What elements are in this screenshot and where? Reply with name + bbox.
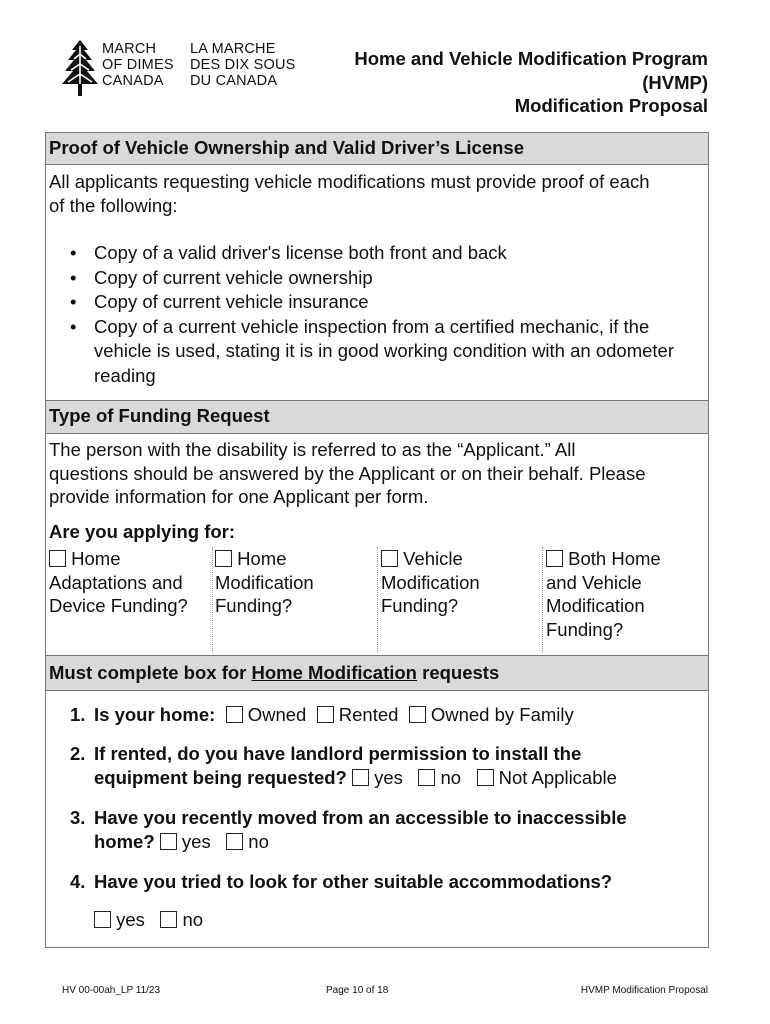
option-both-home-vehicle[interactable] bbox=[546, 547, 661, 641]
logo-text-english bbox=[102, 41, 174, 89]
title-line-3: Modification Proposal bbox=[514, 95, 708, 116]
option-label: Home bbox=[71, 548, 121, 569]
section-heading-vehicle-ownership bbox=[46, 133, 708, 165]
option-label: Vehicle bbox=[403, 548, 463, 569]
footer-page-number: Page 10 of 18 bbox=[326, 985, 389, 996]
paragraph-line: provide information for one Applicant per form. bbox=[49, 486, 429, 507]
section-heading-funding-request bbox=[46, 400, 708, 434]
section-heading-text: Type of Funding Request bbox=[49, 405, 270, 426]
list-item: • Copy of current vehicle insurance bbox=[49, 290, 699, 315]
question-label: equipment being requested? bbox=[94, 766, 347, 788]
option-label: no bbox=[440, 766, 462, 788]
logo-en-line: MARCH bbox=[102, 41, 157, 57]
document-title bbox=[354, 47, 708, 118]
question-label: Have you tried to look for other suitable accommodations? bbox=[94, 871, 613, 892]
logo-fr-line: DES DIX SOUS bbox=[190, 57, 296, 73]
checkbox-rented[interactable] bbox=[317, 706, 334, 723]
checkbox-no[interactable] bbox=[226, 833, 243, 850]
option-label: Rented bbox=[338, 704, 399, 725]
question-number: 1. bbox=[70, 704, 86, 725]
checkbox-not-applicable[interactable] bbox=[477, 769, 494, 786]
option-label: Not Applicable bbox=[498, 766, 617, 788]
heading-emphasis: Home Modification bbox=[251, 662, 417, 683]
option-label: Modification bbox=[215, 571, 314, 593]
option-label: and Vehicle bbox=[546, 571, 642, 593]
form-table bbox=[45, 132, 709, 948]
option-label: yes bbox=[116, 908, 145, 930]
required-documents-list bbox=[49, 241, 699, 388]
logo-en-line: OF DIMES bbox=[102, 57, 174, 73]
option-label: no bbox=[248, 830, 269, 852]
checkbox[interactable] bbox=[215, 550, 232, 567]
intro-line: All applicants requesting vehicle modifications must provide proof of each bbox=[49, 171, 650, 192]
question-label: home? bbox=[94, 830, 155, 852]
question-2 bbox=[70, 742, 617, 789]
logo-en-line: CANADA bbox=[102, 73, 164, 89]
question-number: 3. bbox=[70, 807, 86, 828]
checkbox-yes[interactable] bbox=[352, 769, 369, 786]
option-label: Owned bbox=[247, 704, 307, 725]
footer-form-code: HV 00-00ah_LP 11/23 bbox=[62, 985, 161, 996]
question-1 bbox=[70, 703, 574, 727]
section2-paragraph bbox=[49, 438, 646, 509]
option-label: Funding? bbox=[381, 595, 459, 616]
checkbox[interactable] bbox=[381, 550, 398, 567]
option-label: Funding? bbox=[546, 618, 624, 640]
option-label: Both Home bbox=[568, 548, 661, 569]
applying-for-question: Are you applying for: bbox=[49, 521, 236, 542]
checkbox[interactable] bbox=[49, 550, 66, 567]
question-label: Is your home: bbox=[94, 704, 216, 725]
option-label: Owned by Family bbox=[430, 704, 574, 725]
checkbox-yes[interactable] bbox=[160, 833, 177, 850]
footer-document-name: HVMP Modification Proposal bbox=[580, 985, 708, 996]
option-label: yes bbox=[374, 766, 403, 788]
option-label: Home bbox=[237, 548, 287, 569]
question-label: Have you recently moved from an accessible to inaccessible bbox=[94, 807, 627, 828]
logo-fr-line: LA MARCHE bbox=[190, 41, 276, 57]
title-line-1: Home and Vehicle Modification Program bbox=[354, 48, 708, 69]
heading-text: Must complete box for bbox=[49, 662, 252, 683]
section1-intro bbox=[49, 170, 650, 217]
paragraph-line: The person with the disability is referred to as the “Applicant.” All bbox=[49, 439, 576, 460]
checkbox-no[interactable] bbox=[160, 911, 177, 928]
question-4 bbox=[70, 870, 612, 931]
question-number: 4. bbox=[70, 871, 86, 892]
option-label: Device Funding? bbox=[49, 595, 188, 616]
logo-fr-line: DU CANADA bbox=[190, 73, 278, 89]
list-item: • Copy of a current vehicle inspection from a certified mechanic, if the vehicle is used, stating it is in good working condition with an odometer reading bbox=[49, 315, 699, 389]
list-item: • Copy of current vehicle ownership bbox=[49, 266, 699, 291]
checkbox-yes[interactable] bbox=[94, 911, 111, 928]
section-heading-text: Proof of Vehicle Ownership and Valid Driver’s License bbox=[49, 137, 524, 158]
option-home-adaptations[interactable] bbox=[49, 547, 188, 618]
column-divider bbox=[212, 547, 213, 653]
option-label: Modification bbox=[381, 571, 480, 593]
paragraph-line: questions should be answered by the Applicant or on their behalf. Please bbox=[49, 462, 646, 484]
option-label: no bbox=[182, 908, 204, 930]
section-heading-home-modification bbox=[46, 655, 708, 691]
checkbox-owned-by-family[interactable] bbox=[409, 706, 426, 723]
logo-text-french bbox=[190, 41, 296, 89]
option-home-modification[interactable] bbox=[215, 547, 314, 618]
option-label: Funding? bbox=[215, 595, 293, 616]
march-of-dimes-logo bbox=[62, 40, 312, 96]
option-label: Modification bbox=[546, 595, 645, 616]
option-vehicle-modification[interactable] bbox=[381, 547, 480, 618]
question-label: If rented, do you have landlord permission to install the bbox=[94, 743, 582, 764]
list-item: • Copy of a valid driver's license both front and back bbox=[49, 241, 699, 266]
checkbox-no[interactable] bbox=[418, 769, 435, 786]
title-line-2: (HVMP) bbox=[642, 71, 708, 93]
option-label: yes bbox=[181, 830, 211, 852]
question-3 bbox=[70, 806, 627, 853]
question-number: 2. bbox=[70, 743, 86, 764]
intro-line: of the following: bbox=[49, 194, 178, 216]
maple-tree-icon bbox=[62, 40, 98, 96]
heading-text: requests bbox=[416, 662, 500, 683]
checkbox[interactable] bbox=[546, 550, 563, 567]
checkbox-owned[interactable] bbox=[226, 706, 243, 723]
column-divider bbox=[377, 547, 378, 653]
option-label: Adaptations and bbox=[49, 571, 183, 593]
column-divider bbox=[542, 547, 543, 653]
